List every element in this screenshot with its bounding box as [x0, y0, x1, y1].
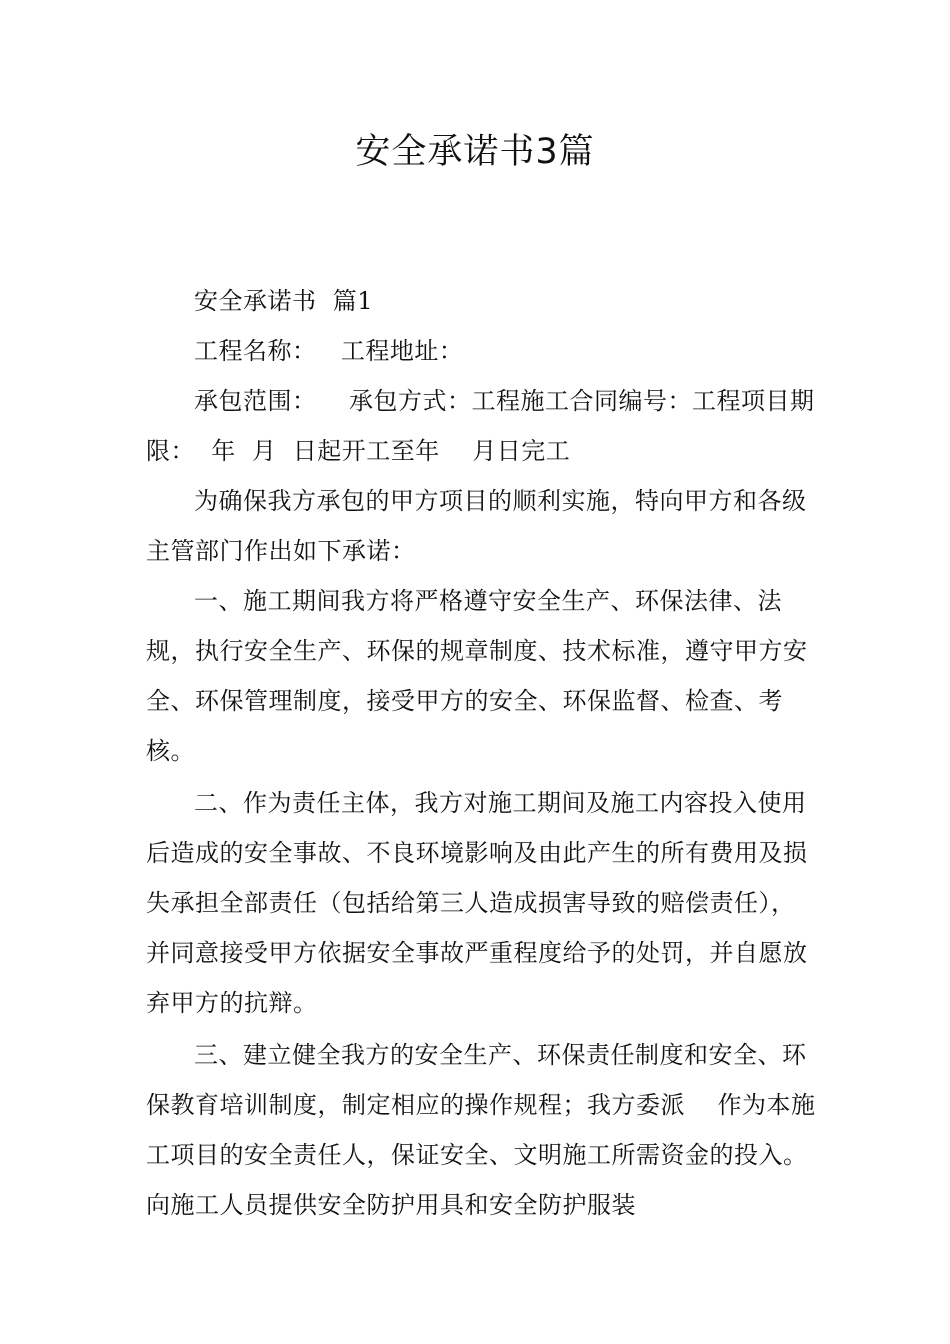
section-heading: 安全承诺书 篇1	[194, 287, 374, 315]
document-title: 安全承诺书3篇	[355, 132, 595, 172]
document-body	[146, 276, 816, 1230]
commitment-item-2: 二、作为责任主体，我方对施工期间及施工内容投入使用后造成的安全事故、不良环境影响及由此产生的所有费用及损失承担全部责任（包括给第三人造成损害导致的赔偿责任），并同意接受甲方依据安全事故严重程度给予的处罚，并自愿放弃甲方的抗辩。	[146, 789, 808, 1017]
commitment-item-3: 三、建立健全我方的安全生产、环保责任制度和安全、环保教育培训制度，制定相应的操作规程；我方委派 作为本施工项目的安全责任人，保证安全、文明施工所需资金的投入。向施工人员提供安全防护用具和安全防护服装	[146, 1041, 816, 1219]
commitment-item-1: 一、施工期间我方将严格遵守安全生产、环保法律、法规，执行安全生产、环保的规章制度、技术标准，遵守甲方安全、环保管理制度，接受甲方的安全、环保监督、检查、考核。	[146, 587, 808, 765]
contract-info-paragraph: 承包范围： 承包方式：工程施工合同编号：工程项目期限： 年 月 日起开工至年 月日完工	[146, 387, 815, 465]
intro-paragraph: 为确保我方承包的甲方项目的顺利实施，特向甲方和各级主管部门作出如下承诺：	[146, 487, 807, 565]
project-info-line: 工程名称： 工程地址：	[194, 337, 464, 365]
